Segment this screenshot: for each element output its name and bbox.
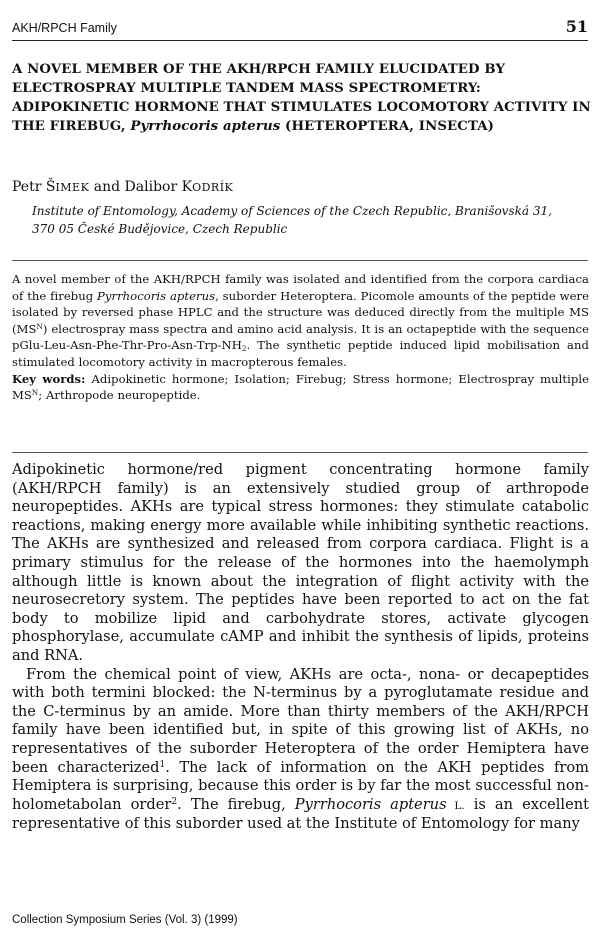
title-species: Pyrrhocoris apterus: [130, 119, 281, 134]
paragraph-1: Adipokinetic hormone/red pigment concentrating hormone family (AKH/RPCH family) is an extensively studied group of arthropode neuropeptides. AKHs are typical stress hormones: they stimulate catabolic reactions, making energy more available while inhibiting synthetic reactions. The AKHs are synthesized and released from corpora cardiaca. Flight is a primary stimulus for the release of the hormones into the haemolymph although little is known about the integration of flight activity with the neurosecretory system. The peptides have been reported to act on the fat body to mobilize lipid and carbohydrate stores, activate glycogen phosphorylase, accumulate cAMP and inhibit the synthesis of lipids, proteins and RNA.: [12, 461, 589, 664]
author1-initial: Š: [45, 179, 56, 195]
footer-series: Collection Symposium Series (Vol. 3) (1999): [12, 914, 238, 926]
citation-1: 1: [159, 759, 166, 770]
keywords-label: Key words:: [12, 371, 86, 386]
keywords-sup: N: [31, 388, 39, 398]
abstract: [12, 271, 589, 404]
keywords-text: Adipokinetic hormone; Isolation; Firebug; Stress hormone; Electrospray multiple MS: [12, 371, 589, 403]
citation-2: 2: [171, 796, 178, 807]
running-head: [12, 17, 588, 36]
paragraph-2-species: Pyrrhocoris apterus: [294, 795, 447, 813]
abstract-text-1: A novel member of the AKH/RPCH family was isolated and identified from the corpora cardiaca of the firebug: [12, 272, 589, 303]
keywords-end: ; Arthropode neuropeptide.: [38, 388, 201, 403]
header-rule: [12, 40, 588, 41]
abstract-top-rule: [12, 260, 588, 261]
title-part-1: A NOVEL MEMBER OF THE AKH/RPCH FAMILY ELUCIDATED BY ELECTROSPRAY MULTIPLE TANDEM MASS SPECTROMETRY: ADIPOKINETIC HORMONE THAT STIMULATES LOCOMOTORY ACTIVITY IN THE FIREBUG,: [12, 62, 591, 134]
paragraph-2-text-c: . The firebug,: [177, 795, 295, 813]
abstract-sub: 2: [241, 344, 247, 354]
paragraph-2: [12, 666, 589, 834]
abstract-text-3: ) electrospray mass spectra and amino acid analysis. It is an octapeptide with the sequence pGlu-Leu-Asn-Phe-Thr-Pro-Asn-Trp-NH: [12, 321, 589, 353]
author2-initial: K: [181, 179, 193, 195]
author-line: [12, 179, 233, 195]
paragraph-2-text-d: is an excellent representative of this suborder used at the Institute of Entomology for many: [12, 795, 589, 833]
species-authority: L.: [446, 799, 465, 812]
author1-given: Petr: [12, 179, 46, 195]
paragraph-2-text-a: From the chemical point of view, AKHs are octa-, nona- or decapeptides with both termini blocked: the N-terminus by a pyroglutamate residue and the C-terminus by an amide. More than thirty members of the AKH/RPCH family have been identified but, in spite of this growing list of AKHs, no representatives of the suborder Heteroptera of the order Hemiptera have been characterized: [12, 665, 589, 776]
author-conjunction: and Dalibor: [89, 179, 182, 195]
author2-surname: ODRÍK: [192, 181, 234, 194]
abstract-text-4: . The synthetic peptide induced lipid mobilisation and stimulated locomotory activity in macropterous females.: [12, 338, 589, 369]
running-title: AKH/RPCH Family: [12, 21, 117, 35]
title-part-2: (HETEROPTERA, INSECTA): [280, 119, 495, 134]
paragraph-2-text-b: . The lack of information on the AKH peptides from Hemiptera is surprising, because this order is by far the most successful non-holometabolan order: [12, 758, 590, 813]
abstract-species: Pyrrhocoris apterus: [97, 288, 216, 303]
abstract-bottom-rule: [12, 452, 588, 453]
article-title: [12, 60, 592, 136]
author1-surname: IMEK: [55, 181, 90, 194]
abstract-sup: N: [36, 321, 43, 331]
affiliation: Institute of Entomology, Academy of Sciences of the Czech Republic, Branišovská 31, 370 05 České Budějovice, Czech Republic: [32, 204, 552, 236]
abstract-text-2: , suborder Heteroptera. Picomole amounts of the peptide were isolated by reversed phase HPLC and the structure was deduced directly from the multiple MS (MS: [12, 288, 589, 336]
page-number: 51: [565, 17, 588, 36]
body-text: [12, 461, 589, 834]
